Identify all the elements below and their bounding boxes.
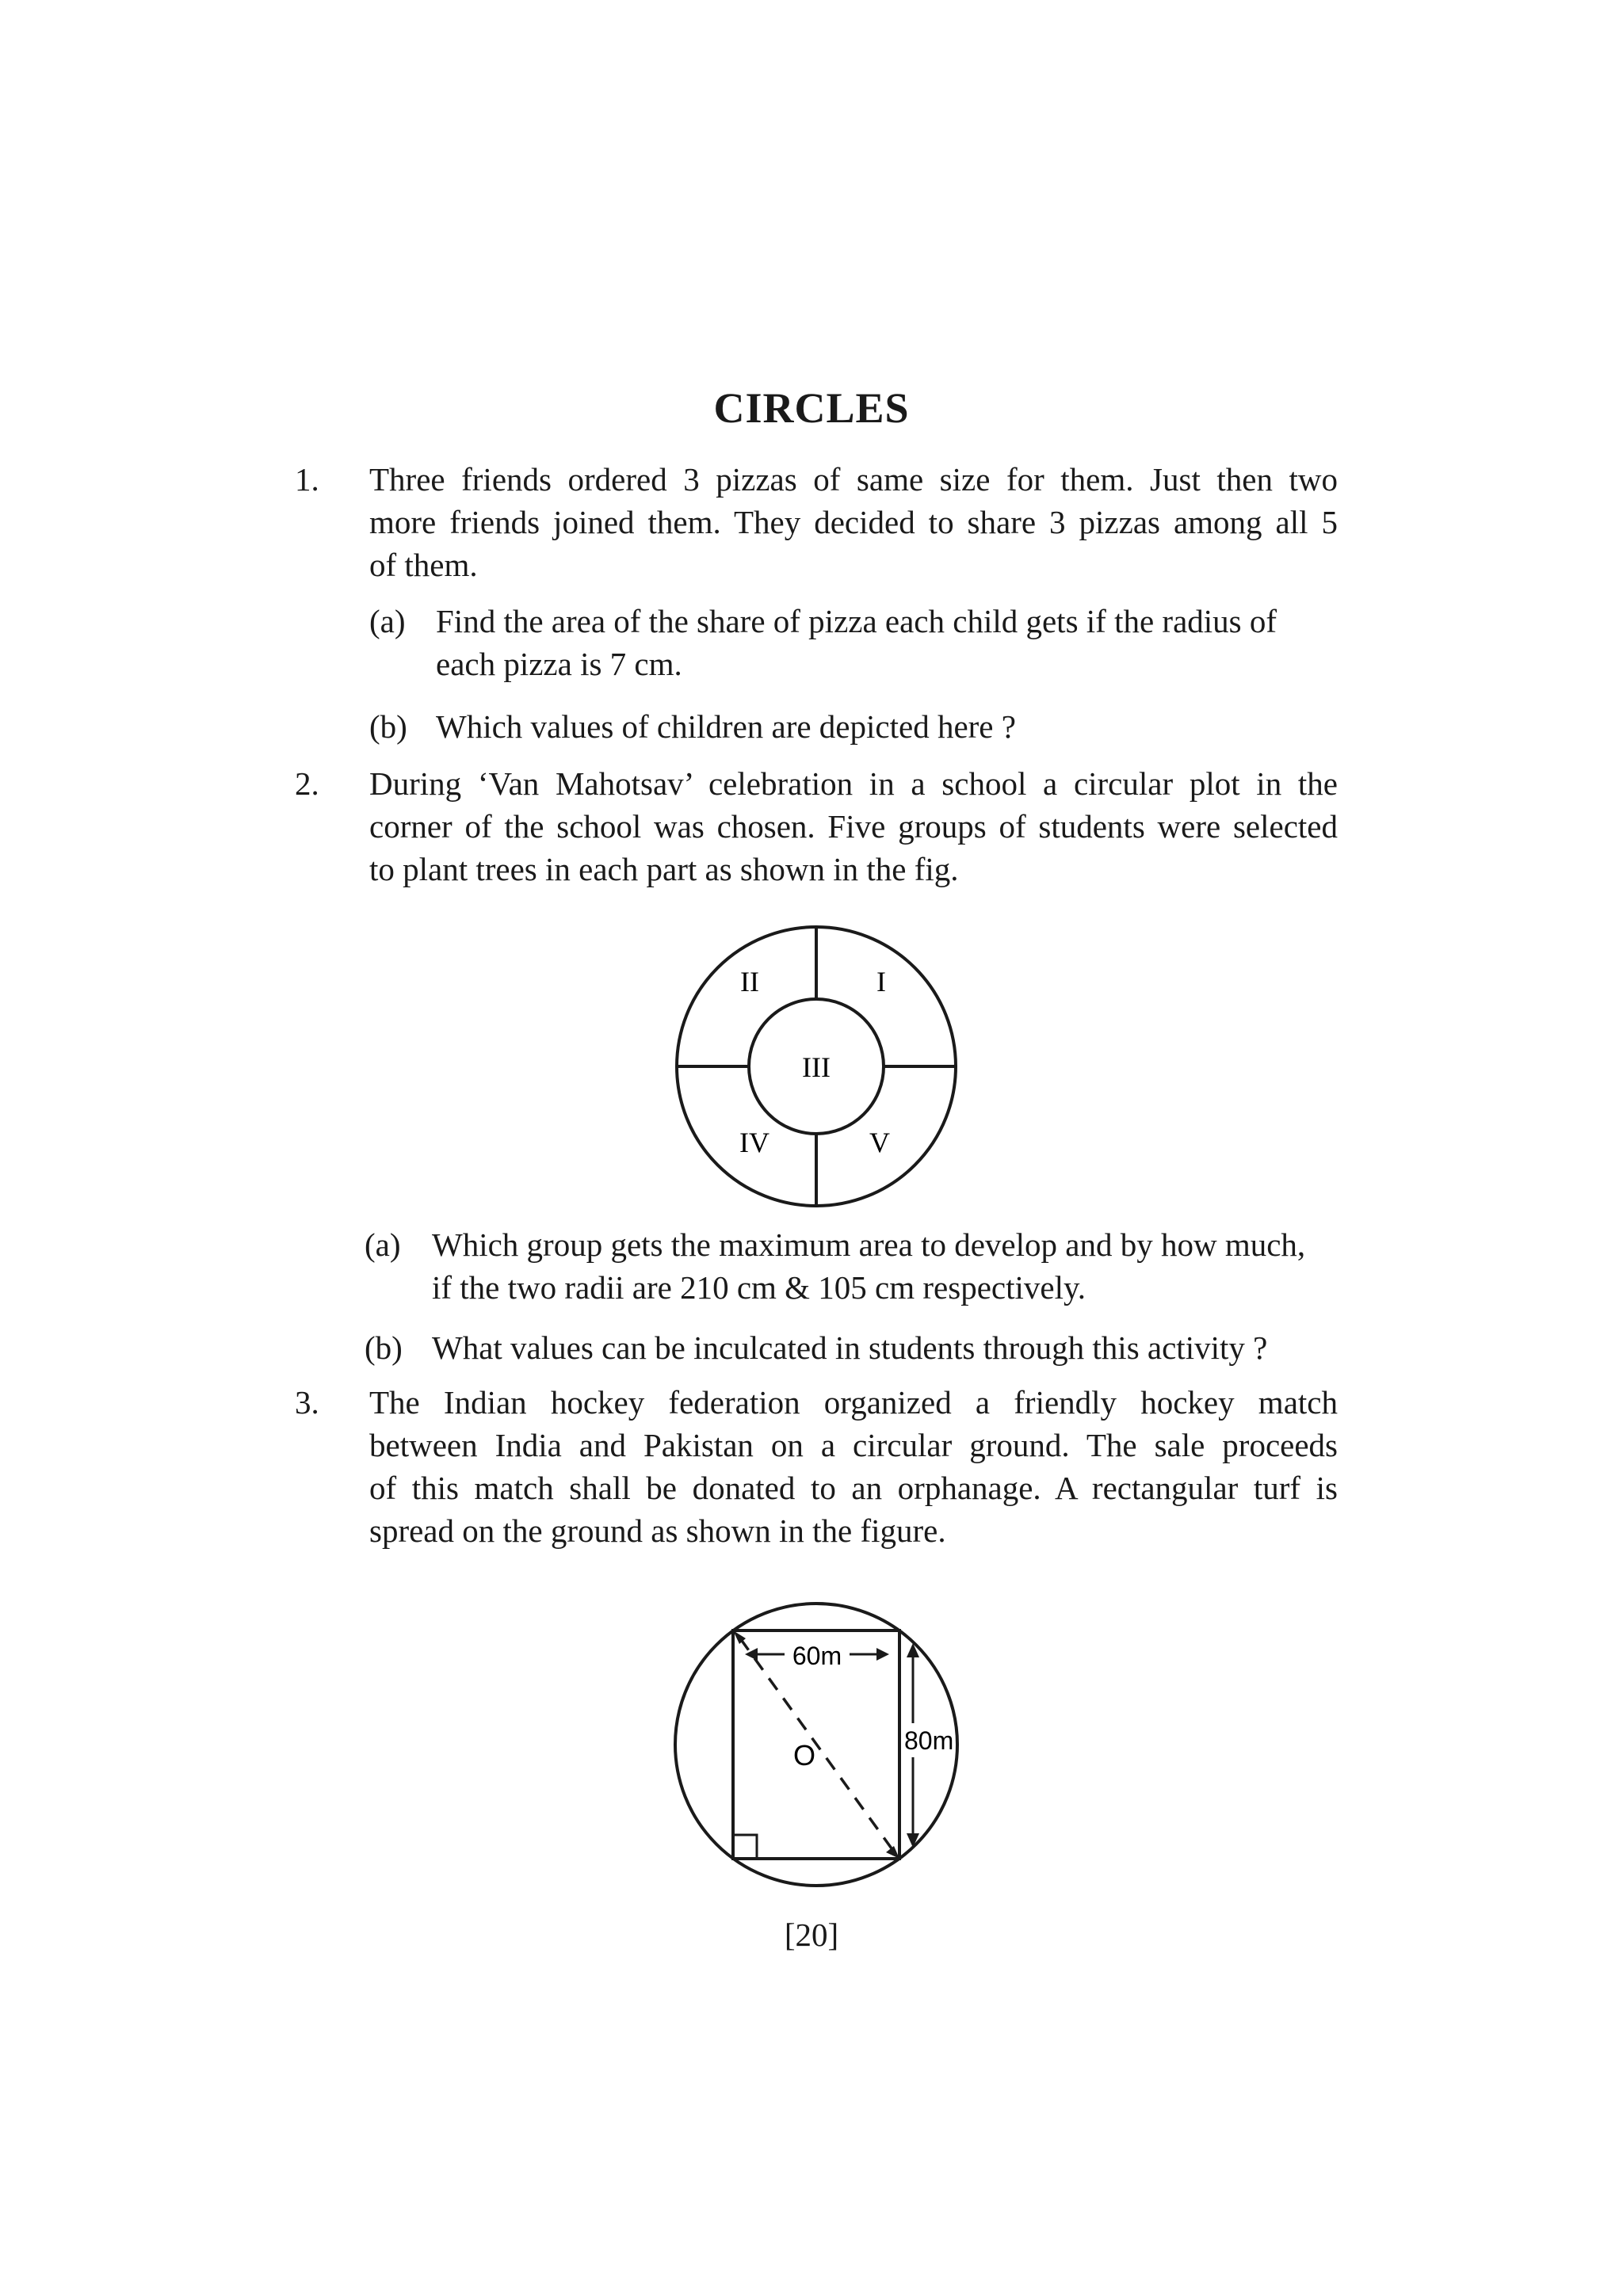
width-label: 60m [792, 1642, 842, 1670]
question-3-line-2: between India and Pakistan on a circular ground. The sale proceeds [369, 1427, 1338, 1463]
hockey-ground-figure [666, 1585, 983, 1901]
question-1-part-b-label: (b) [369, 708, 407, 745]
diagonal-arrowhead-bottom [886, 1846, 899, 1859]
question-1-part-a-line-2: each pizza is 7 cm. [436, 646, 682, 682]
center-label: O [792, 1739, 816, 1772]
question-3-line-4: spread on the ground as shown in the figure. [369, 1512, 946, 1549]
question-1-text [369, 458, 1338, 586]
diagonal-dashed-line [740, 1638, 896, 1854]
region-label-V: V [869, 1127, 890, 1158]
question-1-part-a-label: (a) [369, 603, 406, 639]
question-1-line-3: of them. [369, 547, 478, 583]
question-1-part-a-line-1: Find the area of the share of pizza each child gets if the radius of [436, 603, 1277, 639]
right-angle-marker [733, 1835, 757, 1859]
question-2-number: 2. [295, 765, 319, 802]
question-1-part-a [369, 600, 1338, 687]
question-2-line-3: to plant trees in each part as shown in the fig. [369, 851, 959, 887]
question-2-text [369, 762, 1338, 891]
question-3-line-1: The Indian hockey federation organized a friendly hockey match [369, 1384, 1338, 1421]
region-label-IV: IV [739, 1127, 769, 1158]
question-1-part-b [369, 705, 1338, 748]
question-2-part-b-label: (b) [365, 1329, 403, 1366]
question-1-part-b-line-1: Which values of children are depicted here ? [436, 708, 1016, 745]
question-2-part-a-label: (a) [365, 1226, 401, 1263]
page-number: [20] [784, 1917, 839, 1953]
height-arrow-bottom-head [907, 1833, 919, 1848]
question-2-part-a-line-1: Which group gets the maximum area to develop and by how much, [432, 1226, 1306, 1263]
question-3-text [369, 1381, 1338, 1552]
question-2-part-b-line-1: What values can be inculcated in students through this activity ? [432, 1329, 1268, 1366]
circular-plot-figure [666, 916, 967, 1217]
height-label: 80m [904, 1726, 954, 1755]
region-label-II: II [740, 966, 759, 997]
width-arrow-right-head [876, 1648, 889, 1661]
question-1-number: 1. [295, 461, 319, 498]
question-3-number: 3. [295, 1384, 319, 1421]
question-1-line-1: Three friends ordered 3 pizzas of same size for them. Just then two [369, 461, 1338, 498]
question-2-part-a-line-2: if the two radii are 210 cm & 105 cm respectively. [432, 1269, 1086, 1306]
question-3-line-3: of this match shall be donated to an orphanage. A rectangular turf is [369, 1470, 1338, 1506]
region-label-III: III [802, 1051, 831, 1083]
region-label-I: I [876, 966, 886, 997]
question-2-part-b [365, 1326, 1339, 1369]
question-2-line-2: corner of the school was chosen. Five groups of students were selected [369, 808, 1338, 845]
question-2-part-a [365, 1223, 1339, 1310]
page-title: CIRCLES [713, 384, 910, 432]
question-1-line-2: more friends joined them. They decided to share 3 pizzas among all 5 [369, 504, 1338, 540]
question-2-line-1: During ‘Van Mahotsav’ celebration in a school a circular plot in the [369, 765, 1338, 802]
